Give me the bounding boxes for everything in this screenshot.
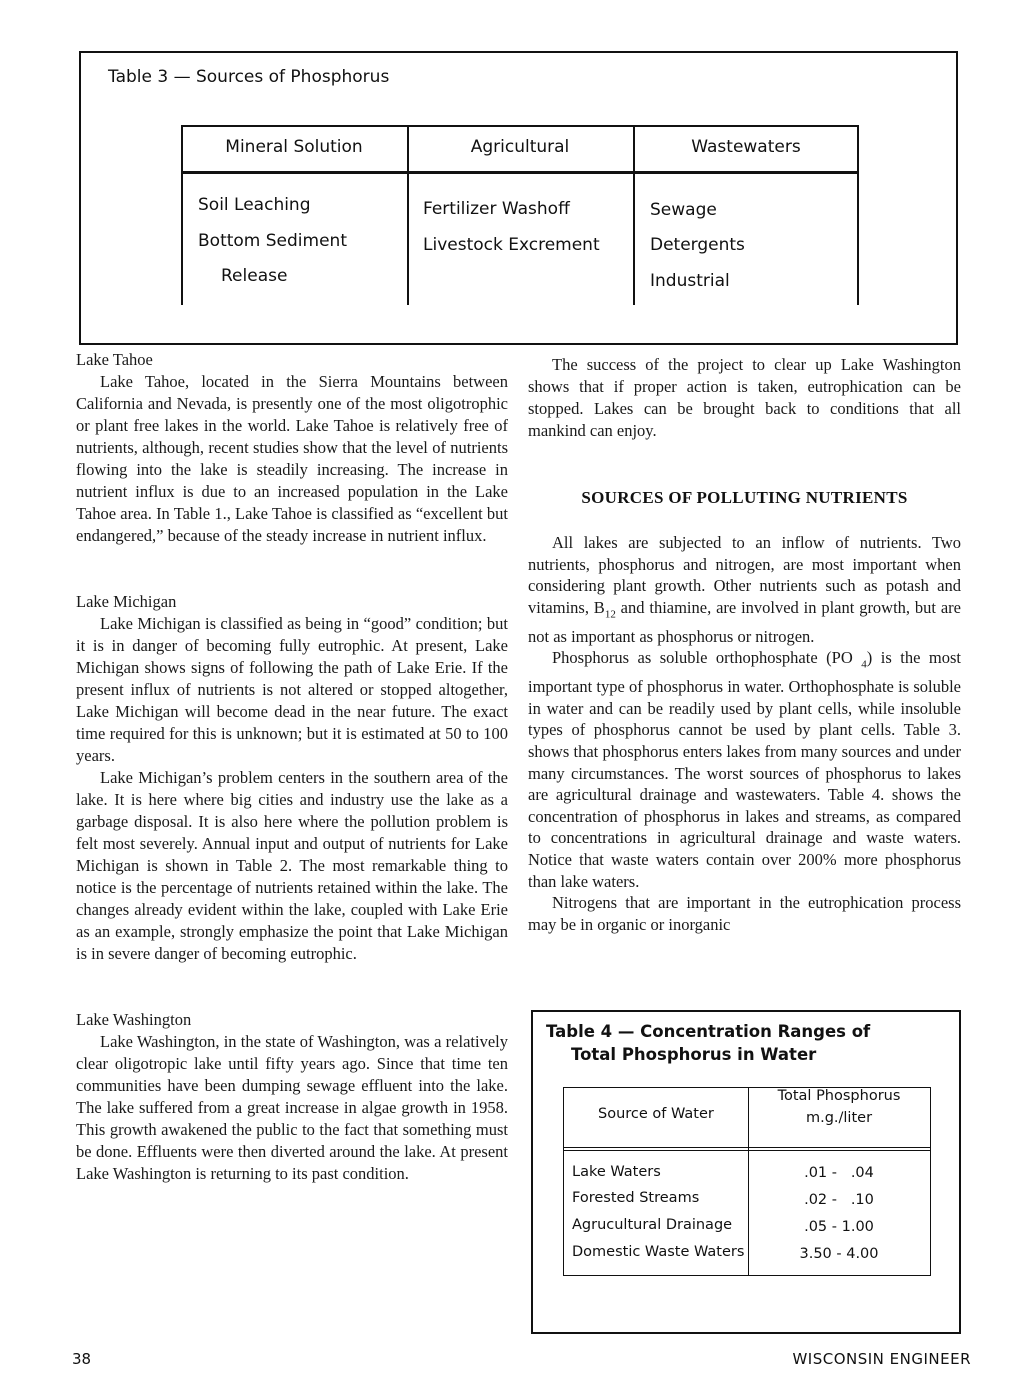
- table4-row-source: Lake Waters: [572, 1164, 661, 1180]
- heading-lake-michigan: Lake Michigan: [76, 592, 177, 611]
- table3-cell: Livestock Excrement: [423, 235, 600, 255]
- table4-title: [546, 1020, 870, 1066]
- heading-lake-tahoe: Lake Tahoe: [76, 350, 153, 369]
- table3-cell: Sewage: [650, 200, 717, 220]
- table4-header-divider: [564, 1150, 930, 1151]
- table3-header-mineral: Mineral Solution: [225, 137, 363, 157]
- table4-title-line1: Table 4 — Concentration Ranges of: [546, 1022, 871, 1041]
- table4-row-source: Forested Streams: [572, 1190, 700, 1206]
- table4-grid: [563, 1087, 931, 1276]
- table4-row-range: .02 - .10: [804, 1192, 874, 1208]
- text-span: Phosphorus as soluble orthophosphate (PO: [552, 648, 862, 668]
- table3-cell: Fertilizer Washoff: [423, 199, 570, 219]
- table4-header-divider: [564, 1147, 930, 1148]
- paragraph-lake-michigan-2: Lake Michigan’s problem centers in the southern area of the lake. It is here where big cities and industry use the lake as a garbage disposal. It is also here where the pollution problem is felt most severely. Annual input and output of nutrients for Lake Michigan is shown in Table 2. The most remarkable thing to notice is the percentage of nutrients retained within the lake. The changes already evident within the lake, coupled with Lake Erie as an example, strongly emphasize the point that Lake Michigan is in severe danger of becoming eutrophic.: [76, 768, 508, 963]
- table3-header-wastewaters: Wastewaters: [691, 137, 801, 157]
- table4-header-total: Total Phosphorus: [777, 1088, 901, 1104]
- table4-row-source: Agrucultural Drainage: [572, 1217, 733, 1233]
- paragraph-lake-michigan-1: Lake Michigan is classified as being in “good” condition; but it is in danger of becoming fully eutrophic. At present, Lake Michigan shows signs of following the path of Lake Erie. If the present influx of nutrients is not altered or stopped altogether, Lake Michigan will become dead in the near future. The exact time required for this is unknown; but it is estimated at 50 to 100 years.: [76, 614, 508, 765]
- table3-cell: Industrial: [650, 271, 730, 291]
- table4-row-source: Domestic Waste Waters: [572, 1244, 745, 1260]
- subscript: 4: [861, 658, 867, 671]
- table4-header-unit: m.g./liter: [805, 1110, 873, 1126]
- table3-header-divider: [181, 173, 859, 177]
- paragraph-nutrients: [528, 532, 961, 647]
- page-number: 38: [72, 1350, 92, 1368]
- heading-lake-washington: Lake Washington: [76, 1010, 192, 1029]
- text-span: ) is the most important type of phosphorus in water. Orthophosphate is soluble in water and can be readily used by plant cells, while insoluble types of phosphorus cannot be used by plant cells. Table 3. shows that phosphorus enters lakes from many sources and under many circumstances. The worst sources of phosphorus to lakes are agricultural drainage and wastewaters. Table 4. shows the concentration of phosphorus in lakes and streams, as compared to concentrations in agricultural drainage and waste waters. Notice that waste waters contain over 200% more phosphorus than lake waters.: [528, 648, 961, 891]
- table3-header-agricultural: Agricultural: [470, 137, 570, 157]
- text-span: and thiamine, are involved in plant growth, but are not as important as phosphorus or nitrogen.: [528, 597, 961, 646]
- table4-row-range: .05 - 1.00: [804, 1219, 874, 1235]
- paragraph-lake-washington: Lake Washington, in the state of Washington, was a relatively clear oligotropic lake until fifty years ago. Since that time ten communities have been dumping sewage effluent into the lake. The lake suffered from a great increase in algae growth in 1958. This growth awakened the public to the fact that something must be done. Effluents were then diverted around the lake. At present Lake Washington is returning to its past condition.: [76, 1032, 508, 1183]
- table3-title: Table 3 — Sources of Phosphorus: [108, 67, 390, 87]
- journal-name: WISCONSIN ENGINEER: [792, 1350, 971, 1368]
- table3-cell: Soil Leaching: [198, 195, 311, 215]
- paragraph-phosphorus: [528, 647, 961, 892]
- table3-cell: Bottom Sediment: [198, 231, 347, 251]
- table3-cell: Detergents: [650, 235, 745, 255]
- table4-header-source: Source of Water: [598, 1106, 714, 1122]
- right-column-intro: [528, 354, 961, 442]
- paragraph-intro: The success of the project to clear up Lake Washington shows that if proper action is taken, eutrophication can be stopped. Lakes can be brought back to conditions that all mankind can enjoy.: [528, 355, 961, 440]
- paragraph-nitrogens: Nitrogens that are important in the eutrophication process may be in organic or inorganic: [528, 893, 961, 934]
- left-column: [76, 349, 508, 1185]
- text-span: All lakes are subjected to an inflow of nutrients. Two nutrients, phosphorus and nitrogen, are most important when considering plant growth. Other nutrients such as potash and vitamins, B: [528, 533, 961, 617]
- table4-row-range: 3.50 - 4.00: [799, 1246, 879, 1262]
- right-column-body: [528, 532, 961, 935]
- table4-row-range: .01 - .04: [804, 1165, 874, 1181]
- table3-cell: Release: [221, 266, 288, 286]
- subscript: 12: [604, 608, 616, 621]
- paragraph-lake-tahoe: Lake Tahoe, located in the Sierra Mountains between California and Nevada, is presently one of the most oligotrophic or plant free lakes in the world. Lake Tahoe is relatively free of nutrients, although, recent studies show that the level of nutrients flowing into the lake is steadily increasing. The increase in nutrient influx is due to an increased population in the Lake Tahoe area. In Table 1., Lake Tahoe is classified as “excellent but endangered,” because of the steady increase in nutrient influx.: [76, 372, 508, 545]
- section-heading: SOURCES OF POLLUTING NUTRIENTS: [581, 488, 908, 507]
- table3-grid: [181, 125, 859, 305]
- table4-title-line2: Total Phosphorus in Water: [571, 1045, 817, 1064]
